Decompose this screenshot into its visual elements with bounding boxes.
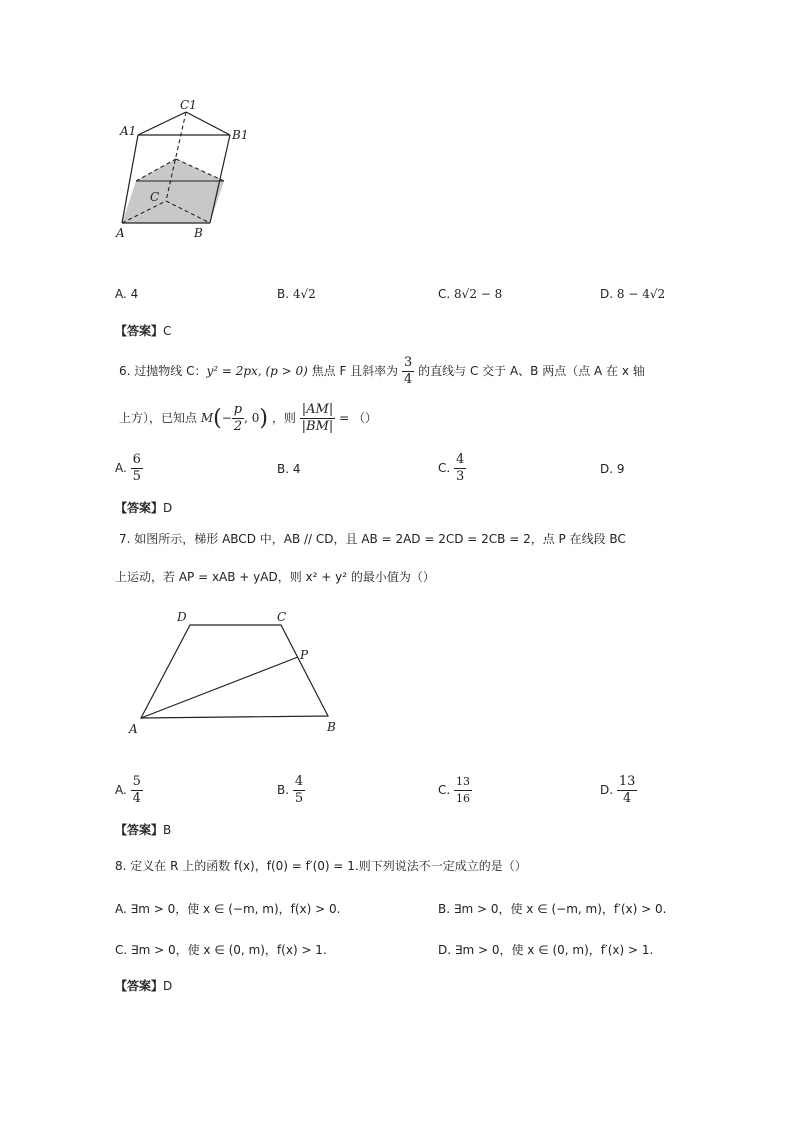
q7-line1: 7. 如图所示，梯形 ABCD 中，AB // CD，且 AB = 2AD = 2CD = 2CB = 2，点 P 在线段 BC [119, 532, 626, 546]
q7-line2: 上运动，若 AP = xAB + yAD，则 x² + y² 的最小值为（） [115, 570, 435, 584]
q8-line1: 8. 定义在 R 上的函数 f(x)，f(0) = f′(0) = 1.则下列说法不一定成立的是（） [115, 859, 527, 873]
label-A: A [129, 722, 138, 736]
q7-option-d[interactable]: D. $\frac{13}{4}$ [600, 774, 636, 806]
q7-answer: 【答案】B [115, 823, 172, 837]
label-C: C [277, 610, 287, 624]
q7-option-a[interactable]: A. $\frac{5}{4}$ [115, 774, 141, 806]
cross-section-back [136, 159, 224, 181]
label-C: C [150, 190, 160, 204]
label-A1: A1 [120, 124, 137, 138]
q7-option-c[interactable]: C. $\frac{13}{16}$ [438, 775, 471, 805]
q5-answer: 【答案】C [115, 324, 172, 338]
q6-option-a[interactable]: A. $\frac{6}{5}$ [115, 452, 141, 484]
segment-AP [141, 657, 298, 718]
q5-option-b[interactable]: B. 4√2 [277, 287, 316, 301]
slope-fraction: $\frac{3}{4}$ [404, 355, 413, 387]
label-B1: B1 [232, 128, 249, 142]
q6-line1: 6. 过抛物线 C：y² = 2px, (p > 0) 焦点 F 且斜率为 $\frac{3}{4}$ 的直线与 C 交于 A、B 两点（点 A 在 x 轴 [119, 355, 645, 387]
q7-option-b[interactable]: B. $\frac{4}{5}$ [277, 774, 304, 806]
label-C1: C1 [180, 98, 197, 112]
q8-option-c[interactable]: C. ∃m > 0，使 x ∈ (0, m)，f(x) > 1. [115, 943, 327, 957]
q6-option-d[interactable]: D. 9 [600, 462, 625, 476]
q8-option-b[interactable]: B. ∃m > 0，使 x ∈ (−m, m)，f′(x) > 0. [438, 902, 667, 916]
q8-option-d[interactable]: D. ∃m > 0，使 x ∈ (0, m)，f′(x) > 1. [438, 943, 654, 957]
q5-option-c[interactable]: C. 8√2 − 8 [438, 287, 503, 301]
q6-answer: 【答案】D [115, 501, 173, 515]
shaded-cross-section [122, 181, 224, 223]
q6-option-b[interactable]: B. 4 [277, 462, 301, 476]
q5-option-d[interactable]: D. 8 − 4√2 [600, 287, 666, 301]
label-P: P [300, 648, 309, 662]
label-B: B [194, 226, 203, 240]
trapezoid-outline [141, 625, 328, 718]
prism-figure [110, 95, 270, 245]
q5-option-a[interactable]: A. 4 [115, 287, 139, 301]
trapezoid-figure [125, 605, 345, 740]
ratio-fraction: $\frac{|AM|}{|BM|}$ [301, 402, 334, 434]
q8-option-a[interactable]: A. ∃m > 0，使 x ∈ (−m, m)，f(x) > 0. [115, 902, 341, 916]
label-B: B [327, 720, 336, 734]
q6-option-c[interactable]: C. $\frac{4}{3}$ [438, 452, 465, 484]
label-A: A [116, 226, 125, 240]
q6-line2: 上方），已知点 M(− $\frac{p}{2}$ , 0) ，则 $\frac{|AM|}{|BM|}$ = （） [119, 402, 377, 434]
label-D: D [177, 610, 187, 624]
q8-answer: 【答案】D [115, 979, 173, 993]
